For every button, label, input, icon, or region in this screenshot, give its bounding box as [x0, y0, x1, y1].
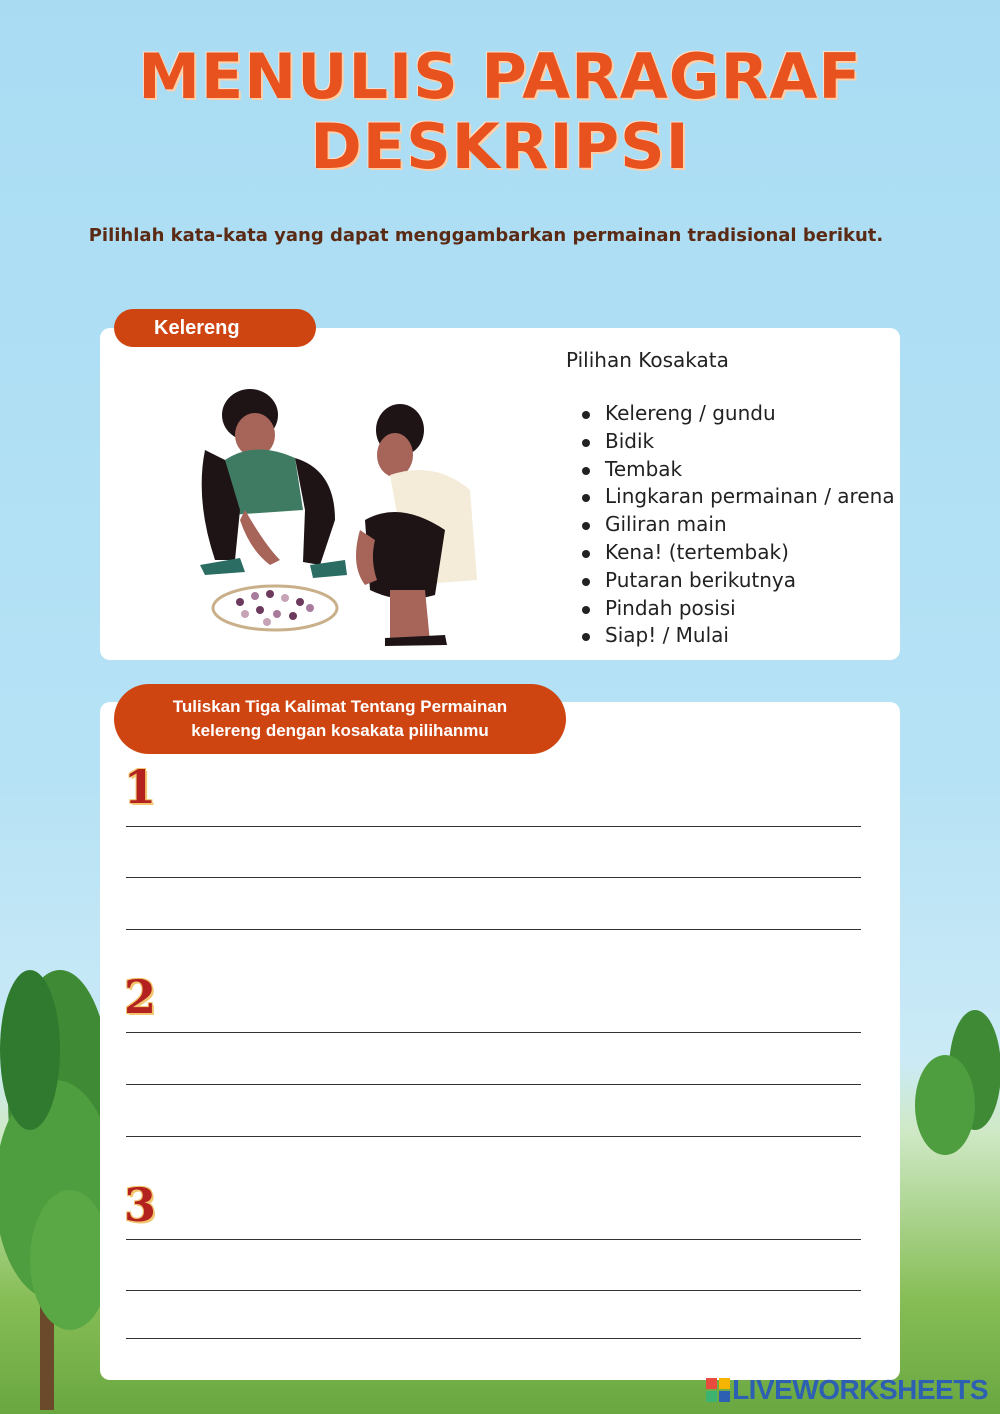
writing-label-line-1: Tuliskan Tiga Kalimat Tentang Permainan: [172, 697, 508, 716]
vocab-item: Putaran berikutnya: [580, 567, 895, 595]
number-2-label: 2: [124, 970, 157, 1024]
writing-label-line-2: kelereng dengan kosakata pilihanmu: [191, 721, 489, 740]
vocab-item: Tembak: [580, 456, 895, 484]
right-trees-illustration: [905, 1010, 1000, 1160]
vocabulary-list: [580, 400, 895, 650]
vocab-item: Siap! / Mulai: [580, 622, 895, 650]
vocab-item: Kelereng / gundu: [580, 400, 895, 428]
title-line-2: DESKRIPSI: [310, 110, 690, 183]
number-1-label: 1: [124, 760, 157, 814]
liveworksheets-logo: [706, 1374, 988, 1406]
vocab-item: Lingkaran permainan / arena: [580, 483, 895, 511]
vocab-item: Giliran main: [580, 511, 895, 539]
marble-players-illustration: [185, 380, 495, 650]
writing-card: [100, 702, 900, 1380]
logo-text: LIVEWORKSHEETS: [732, 1374, 988, 1405]
writing-line[interactable]: [126, 1136, 861, 1137]
section-label-kelereng: Kelereng: [114, 309, 316, 347]
writing-line[interactable]: [126, 1084, 861, 1085]
writing-line[interactable]: [126, 1290, 861, 1291]
number-3-label: 3: [124, 1178, 157, 1232]
writing-line[interactable]: [126, 1338, 861, 1339]
writing-line[interactable]: [126, 1032, 861, 1033]
writing-line[interactable]: [126, 826, 861, 827]
writing-line[interactable]: [126, 877, 861, 878]
writing-line[interactable]: [126, 929, 861, 930]
vocab-item: Pindah posisi: [580, 595, 895, 623]
title-line-1: MENULIS PARAGRAF: [138, 40, 862, 113]
writing-line[interactable]: [126, 1239, 861, 1240]
instruction-text: Pilihlah kata-kata yang dapat menggambarkan permainan tradisional berikut.: [88, 225, 884, 246]
page-title: [0, 42, 1000, 182]
vocab-item: Bidik: [580, 428, 895, 456]
liveworksheets-logo-icon: [706, 1378, 730, 1402]
vocab-item: Kena! (tertembak): [580, 539, 895, 567]
section-label-writing: [114, 684, 566, 754]
vocabulary-title: Pilihan Kosakata: [566, 348, 729, 372]
left-trees-illustration: [0, 930, 110, 1410]
